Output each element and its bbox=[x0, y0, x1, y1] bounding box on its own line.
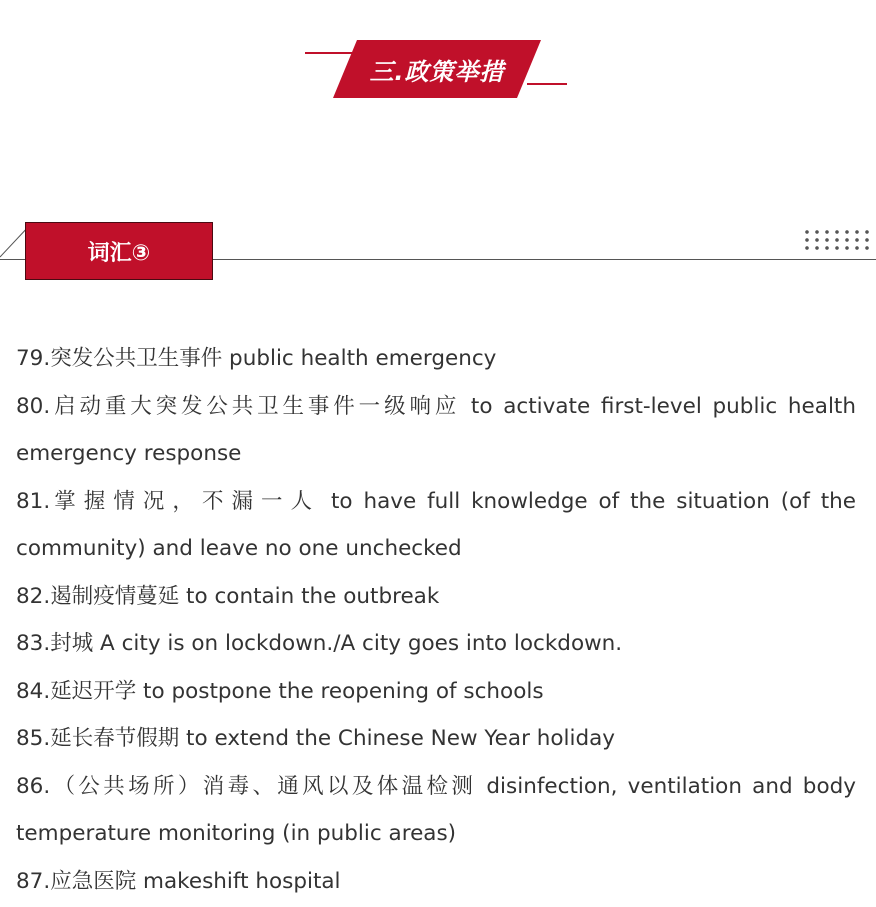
item-chinese: 遏制疫情蔓延 bbox=[50, 583, 180, 609]
item-number: 81. bbox=[16, 488, 51, 514]
vocab-item-85 bbox=[16, 715, 856, 763]
dot-grid-decoration bbox=[802, 228, 872, 252]
item-english: makeshift hospital bbox=[136, 868, 341, 894]
item-english: to have full knowledge of the situation (of the community) and leave no one unchecked bbox=[16, 488, 856, 561]
item-number: 82. bbox=[16, 583, 51, 609]
item-english: disinfection, ventilation and body temperature monitoring (in public areas) bbox=[16, 773, 856, 846]
vocab-tag: 词汇③ bbox=[25, 222, 213, 280]
item-chinese: 启动重大突发公共卫生事件一级响应 bbox=[50, 393, 461, 419]
vocab-item-80 bbox=[16, 383, 856, 478]
item-english: to contain the outbreak bbox=[179, 583, 440, 609]
vocab-header bbox=[0, 215, 876, 285]
section-banner bbox=[0, 0, 876, 120]
item-chinese: 延长春节假期 bbox=[50, 726, 180, 751]
item-chinese: （公共场所）消毒、通风以及体温检测 bbox=[50, 773, 477, 799]
vocab-item-83 bbox=[16, 620, 856, 668]
item-number: 85. bbox=[16, 726, 51, 751]
item-english: public health emergency bbox=[222, 346, 497, 371]
vocab-item-86 bbox=[16, 763, 856, 858]
vocab-item-84 bbox=[16, 668, 856, 716]
item-number: 79. bbox=[16, 346, 51, 371]
item-english: to postpone the reopening of schools bbox=[136, 678, 544, 704]
item-english: to extend the Chinese New Year holiday bbox=[179, 726, 616, 751]
item-chinese: 掌握情况，不漏一人 bbox=[50, 488, 321, 514]
vocab-item-81 bbox=[16, 478, 856, 573]
banner-line-right bbox=[527, 83, 567, 85]
item-number: 80. bbox=[16, 393, 51, 419]
item-chinese: 应急医院 bbox=[50, 868, 137, 894]
item-english: A city is on lockdown./A city goes into lockdown. bbox=[93, 631, 623, 656]
vocab-item-79 bbox=[16, 335, 856, 383]
item-chinese: 延迟开学 bbox=[50, 678, 137, 704]
vocab-item-87 bbox=[16, 858, 856, 906]
item-chinese: 封城 bbox=[50, 631, 94, 656]
item-number: 87. bbox=[16, 868, 51, 894]
item-chinese: 突发公共卫生事件 bbox=[50, 346, 223, 371]
item-english: to activate first-level public health emergency response bbox=[16, 393, 856, 466]
vocab-item-82 bbox=[16, 573, 856, 621]
banner-title: 三.政策举措 bbox=[369, 57, 505, 86]
item-number: 86. bbox=[16, 773, 51, 799]
vocab-list bbox=[16, 335, 856, 905]
item-number: 84. bbox=[16, 678, 51, 704]
item-number: 83. bbox=[16, 631, 51, 656]
